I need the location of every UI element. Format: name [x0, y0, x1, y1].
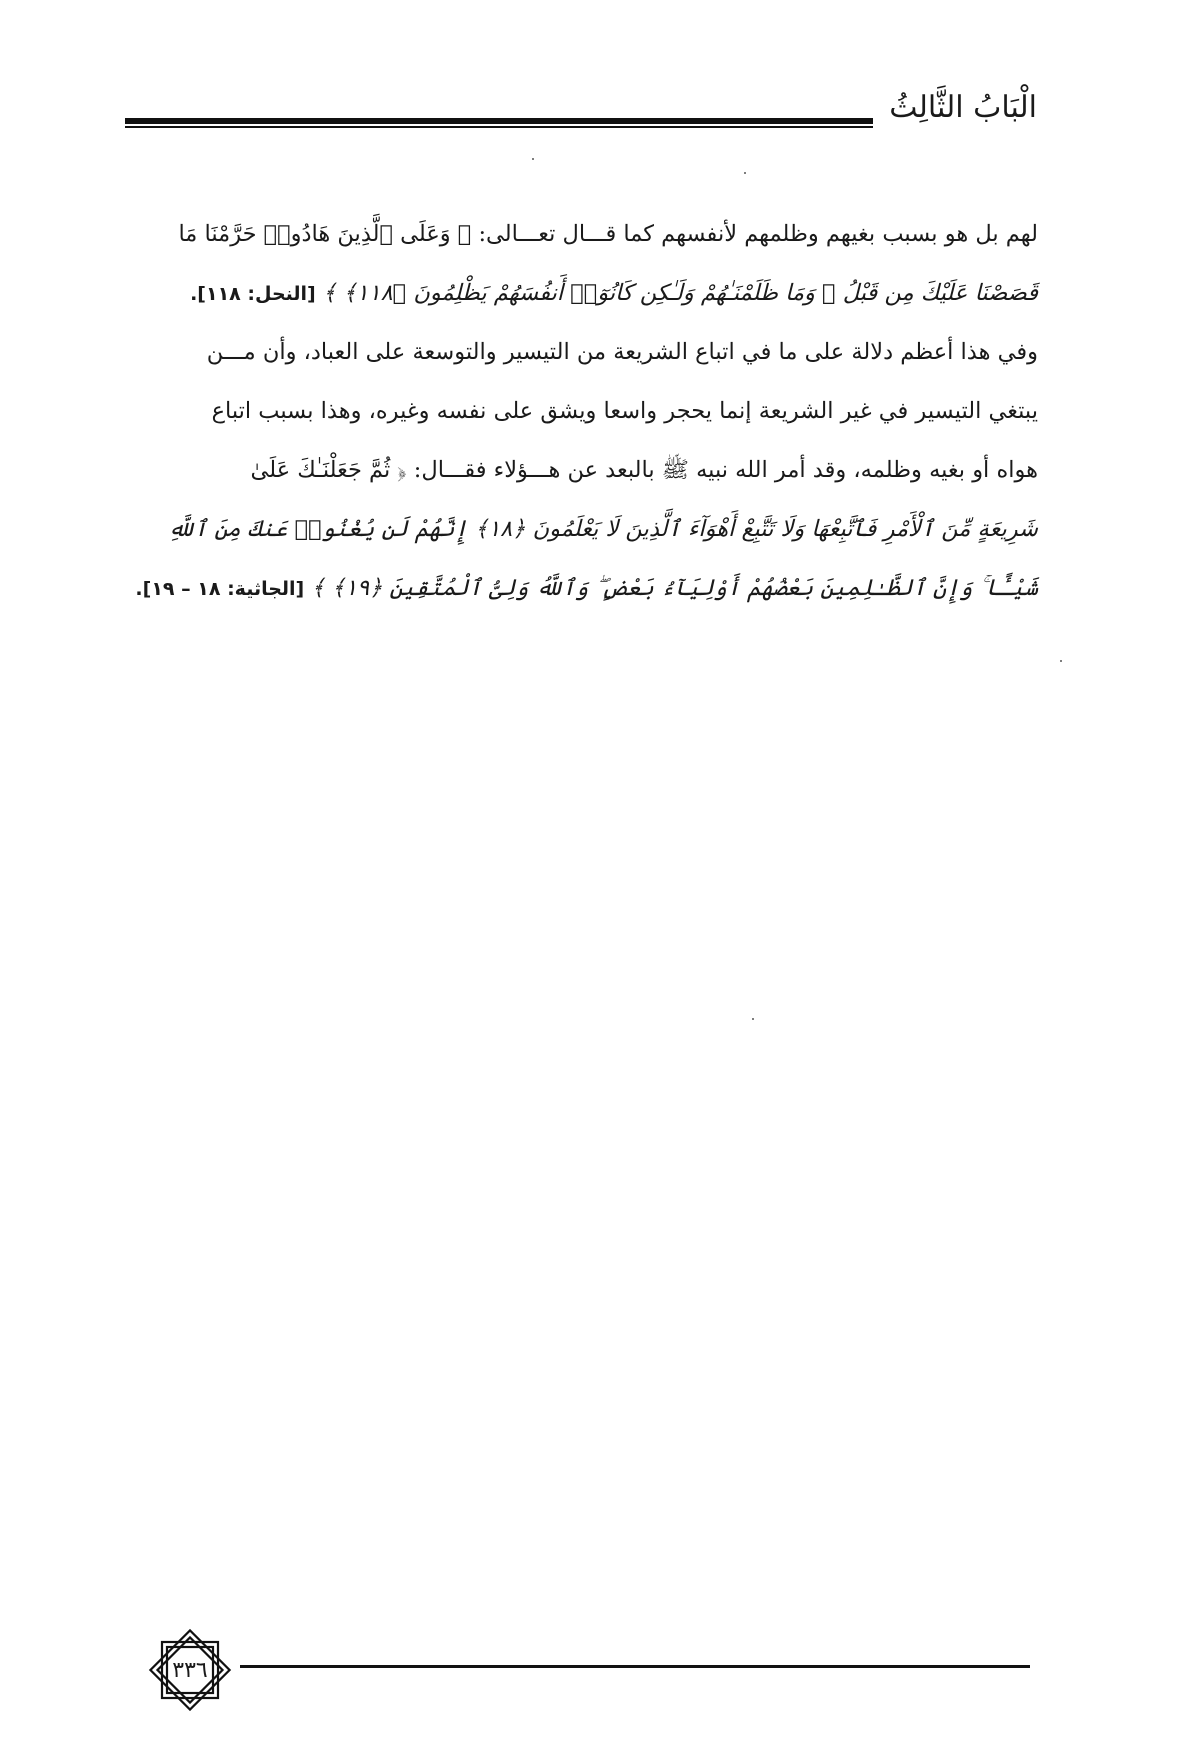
page-number: ٣٣٦	[172, 1657, 208, 1683]
chapter-title: الْبَابُ الثَّالِثُ	[889, 90, 1037, 125]
scan-speck	[532, 158, 534, 160]
body-text	[128, 205, 1038, 618]
scan-speck	[1060, 660, 1062, 662]
body-line-3: وفي هذا أعظم دلالة على ما في اتباع الشريعة من التيسير والتوسعة على العباد، وأن مـــن	[206, 339, 1038, 365]
scan-speck	[744, 172, 746, 174]
footer-rule	[240, 1665, 1030, 1668]
citation-nahl: [النحل: ١١٨].	[190, 283, 316, 305]
scan-speck	[752, 1018, 754, 1020]
body-line-2: قَصَصْنَا عَلَيْكَ مِن قَبْلُ ۖ وَمَا ظَلَمْنَـٰهُمْ وَلَـٰكِن كَانُوٓا۟ أَنفُسَهُمْ يَظْلِمُونَ ﴿١١٨﴾ ﴾ [النحل: ١١٨].	[190, 280, 1038, 306]
body-line-4: يبتغي التيسير في غير الشريعة إنما يحجر واسعا ويشق على نفسه وغيره، وهذا بسبب اتباع	[211, 398, 1038, 424]
page-number-badge	[142, 1622, 238, 1718]
body-line-6: شَرِيعَةٍ مِّنَ ٱلْأَمْرِ فَٱتَّبِعْهَا وَلَا تَتَّبِعْ أَهْوَآءَ ٱلَّذِينَ لَا يَعْلَمُونَ ﴿١٨﴾ إِنَّهُمْ لَن يُغْنُوا۟ عَنكَ مِنَ ٱللَّهِ	[167, 516, 1038, 542]
body-line-7: شَيْـًٔا ۚ وَإِنَّ ٱلظَّـٰلِمِينَ بَعْضُهُمْ أَوْلِيَآءُ بَعْضٍ ۖ وَٱللَّهُ وَلِىُّ ٱلْمُتَّقِينَ ﴿١٩﴾ ﴾ [الجاثية: ١٨ – ١٩].	[135, 575, 1038, 601]
body-line-5: هواه أو بغيه وظلمه، وقد أمر الله نبيه ﷺ بالبعد عن هـــؤلاء فقـــال: ﴿ ثُمَّ جَعَلْنَـٰكَ عَلَىٰ	[250, 457, 1038, 483]
body-line-1: لهم بل هو بسبب بغيهم وظلمهم لأنفسهم كما قـــال تعـــالى: ﴿ وَعَلَى ٱلَّذِينَ هَادُوا۟ حَرَّمْنَا مَا	[178, 221, 1038, 247]
citation-jathiya: [الجاثية: ١٨ – ١٩].	[135, 578, 305, 600]
